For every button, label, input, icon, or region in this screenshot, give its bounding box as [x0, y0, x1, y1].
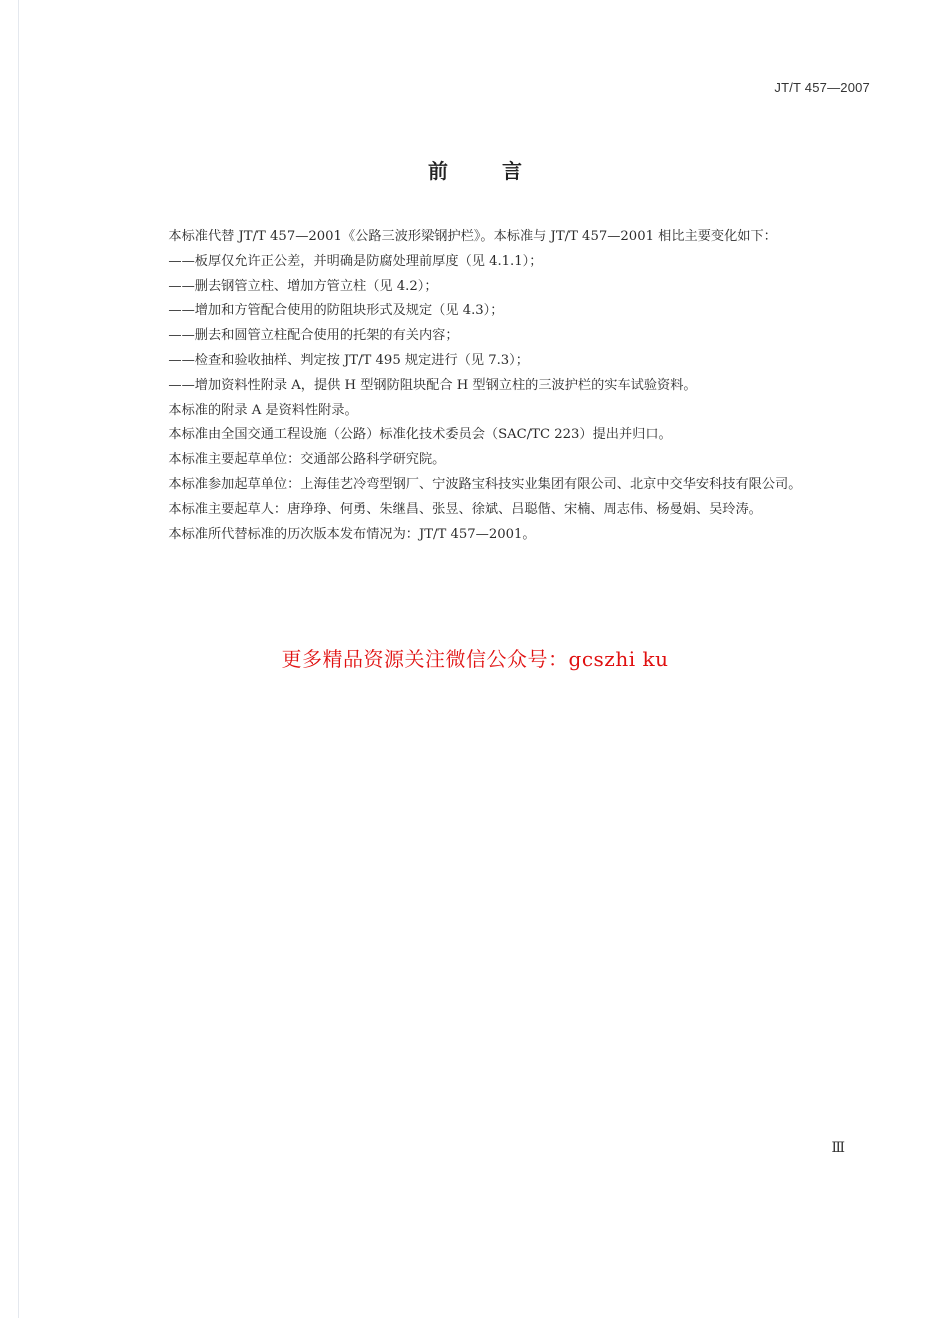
change-item: ——删去钢管立柱、增加方管立柱（见 4.2）；	[168, 278, 438, 294]
paragraph-appendix: 本标准的附录 A 是资料性附录。	[168, 402, 358, 418]
page-number: Ⅲ	[831, 1141, 845, 1156]
paragraph-intro: 本标准代替 JT/T 457—2001《公路三波形梁钢护栏》。本标准与 JT/T 457—2001 相比主要变化如下：	[168, 229, 777, 244]
foreword-body	[142, 225, 868, 547]
watermark-text: 更多精品资源关注微信公众号：gcszhi ku	[281, 647, 669, 671]
title-char-1: 前	[428, 159, 448, 183]
change-item: ——增加资料性附录 A，提供 H 型钢防阻块配合 H 型钢立柱的三波护栏的实车试验资料。	[168, 377, 697, 393]
standard-code: JT/T 457—2007	[774, 80, 870, 95]
paragraph-main-drafter-unit: 本标准主要起草单位：交通部公路科学研究院。	[168, 452, 446, 468]
title-char-2: 言	[502, 159, 522, 183]
paragraph-drafters: 本标准主要起草人：唐琤琤、何勇、朱继昌、张昱、徐斌、吕聪偕、宋楠、周志伟、杨曼娟、吴玲涛。	[168, 501, 762, 517]
change-item: ——删去和圆管立柱配合使用的托架的有关内容；	[168, 328, 459, 344]
change-item: ——检查和验收抽样、判定按 JT/T 495 规定进行（见 7.3）；	[168, 352, 529, 368]
paragraph-committee: 本标准由全国交通工程设施（公路）标准化技术委员会（SAC/TC 223）提出并归口。	[168, 427, 672, 443]
change-item: ——板厚仅允许正公差，并明确是防腐处理前厚度（见 4.1.1）；	[168, 253, 543, 269]
paragraph-participating-units: 本标准参加起草单位：上海佳艺冷弯型钢厂、宁波路宝科技实业集团有限公司、北京中交华安科技有限公司。	[168, 476, 802, 492]
change-item: ——增加和方管配合使用的防阻块形式及规定（见 4.3）；	[168, 303, 504, 319]
paragraph-history: 本标准所代替标准的历次版本发布情况为：JT/T 457—2001。	[168, 526, 536, 542]
page-title	[0, 155, 950, 184]
